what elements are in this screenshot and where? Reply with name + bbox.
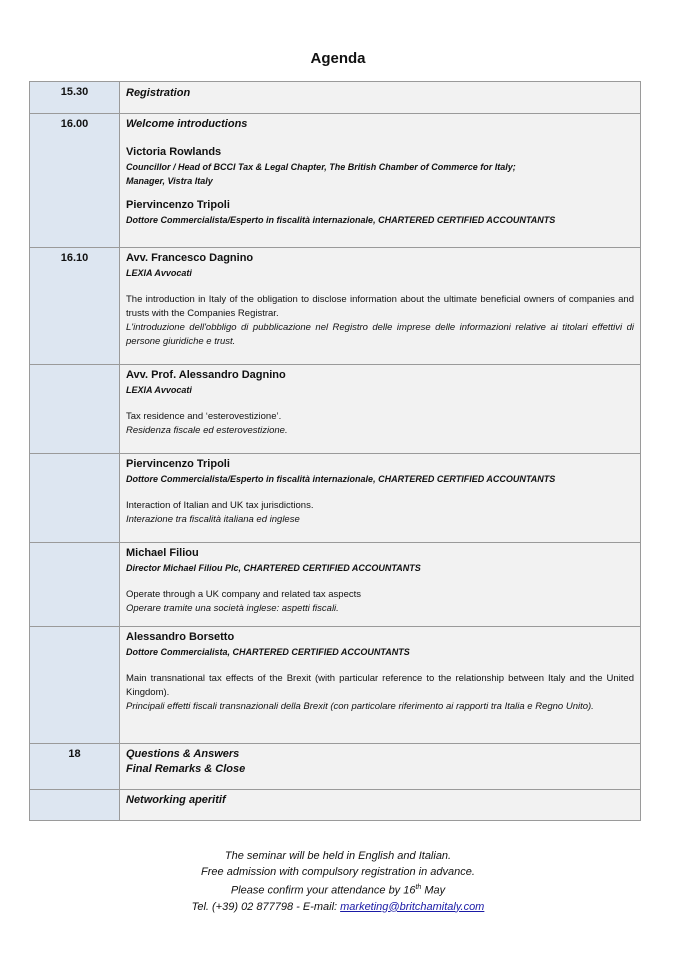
speaker-role: Manager, Vistra Italy [126,176,213,186]
content-cell [120,627,641,744]
agenda-row [30,365,641,454]
agenda-row [30,744,641,790]
topic-english: Tax residence and ‘esterovestizione’. [126,411,282,422]
topic-italian: Interazione tra fiscalità italiana ed inglese [126,514,300,525]
time-cell: 18 [30,744,120,790]
agenda-row [30,543,641,627]
content-cell [120,365,641,454]
agenda-row [30,790,641,821]
content-cell [120,790,641,821]
time-cell [30,365,120,454]
content-cell [120,454,641,543]
speaker-role: LEXIA Avvocati [126,385,192,395]
topic-english: The introduction in Italy of the obligation to disclose information about the ultimate beneficial owners of companies and trusts with the Companies Registrar. [126,294,634,319]
content-cell [120,248,641,365]
topic-english: Interaction of Italian and UK tax jurisdictions. [126,500,314,511]
time-cell [30,790,120,821]
agenda-row [30,248,641,365]
time-cell [30,627,120,744]
footer-confirm-note: Please confirm your attendance by 16th May [230,884,446,897]
time-cell [30,543,120,627]
speaker-name: Victoria Rowlands [126,146,222,158]
time-cell [30,454,120,543]
agenda-row [30,114,641,248]
content-cell [120,744,641,790]
footer-language-note: The seminar will be held in English and Italian. [224,850,452,862]
speaker-role: Dottore Commercialista/Esperto in fiscalità internazionale, CHARTERED CERTIFIED ACCOUNTANTS [126,474,556,484]
speaker-role: Councillor / Head of BCCI Tax & Legal Chapter, The British Chamber of Commerce for Italy; [126,162,516,172]
topic-italian: Principali effetti fiscali transnazionali della Brexit (con particolare riferimento ai rapporti tra Italia e Regno Unito). [126,701,594,712]
session-label: Welcome introductions [126,118,248,130]
session-label: Networking aperitif [126,794,226,806]
email-link[interactable]: marketing@britchamitaly.com [340,900,485,913]
agenda-row [30,454,641,543]
speaker-role: Dottore Commercialista, CHARTERED CERTIFIED ACCOUNTANTS [126,647,410,657]
speaker-name: Michael Filiou [126,547,199,559]
page-title: Agenda [310,50,366,67]
speaker-role: Director Michael Filiou Plc, CHARTERED CERTIFIED ACCOUNTANTS [126,563,421,573]
agenda-row [30,627,641,744]
time-cell: 16.10 [30,248,120,365]
topic-italian: L'introduzione dell'obbligo di pubblicazione nel Registro delle imprese delle informazioni relative ai titolari effettivi di persone giuridiche e trust. [126,322,634,347]
content-cell [120,114,641,248]
footer-admission-note: Free admission with compulsory registration in advance. [201,866,475,878]
topic-italian: Operare tramite una società inglese: aspetti fiscali. [126,603,339,614]
time-cell: 16.00 [30,114,120,248]
speaker-name: Avv. Francesco Dagnino [126,252,254,264]
session-label: Final Remarks & Close [126,763,246,775]
topic-english: Main transnational tax effects of the Brexit (with particular reference to the relationship between Italy and the United Kingdom). [126,673,634,698]
speaker-name: Avv. Prof. Alessandro Dagnino [126,369,286,381]
content-cell [120,82,641,114]
topic-english: Operate through a UK company and related tax aspects [126,589,361,600]
content-cell [120,543,641,627]
speaker-name: Piervincenzo Tripoli [126,458,230,470]
time-cell: 15.30 [30,82,120,114]
speaker-name: Alessandro Borsetto [126,631,235,643]
session-label: Registration [126,87,191,99]
speaker-role: LEXIA Avvocati [126,268,192,278]
topic-italian: Residenza fiscale ed esterovestizione. [126,425,288,436]
speaker-role: Dottore Commercialista/Esperto in fiscalità internazionale, CHARTERED CERTIFIED ACCOUNTANTS [126,215,556,225]
session-label: Questions & Answers [126,748,240,760]
agenda-table [29,81,641,821]
speaker-name: Piervincenzo Tripoli [126,199,230,211]
agenda-row [30,82,641,114]
footer-notes [0,848,676,915]
footer-contact: Tel. (+39) 02 877798 - E-mail: marketing@britchamitaly.com [191,900,485,913]
